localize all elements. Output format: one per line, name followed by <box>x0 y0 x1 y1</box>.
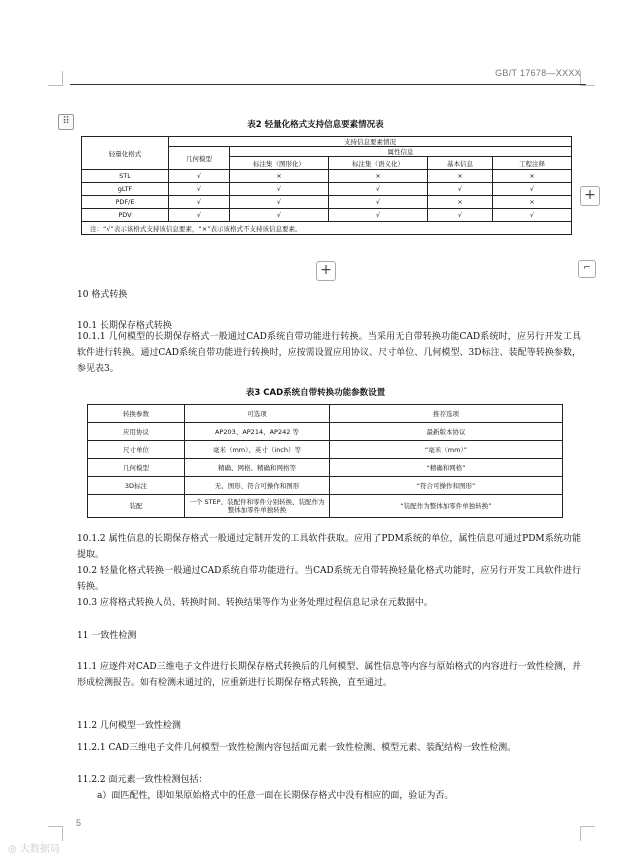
table2-subheader: 标注集（图形化） <box>230 157 329 170</box>
section11-title: 11 一致性检测 <box>77 631 137 641</box>
table2-cell: √ <box>169 209 230 222</box>
table2-header-support: 支持信息要素情况 <box>169 137 572 147</box>
table2-cell: √ <box>428 183 493 196</box>
table2-header-attr: 属性信息 <box>230 147 572 157</box>
para-11-2-1: 11.2.1 CAD三维电子文件几何模型一致性检测内容包括面元素一致性检测、模型元素、装配结构一致性检测。 <box>77 743 517 753</box>
section11-2-title: 11.2 几何模型一致性检测 <box>77 721 181 731</box>
table2-cell: × <box>230 170 329 183</box>
table3-cell: AP203、AP214、AP242 等 <box>185 423 330 441</box>
watermark: ◎ 大数据局 <box>8 844 60 855</box>
table2-cell: × <box>493 196 572 209</box>
table3-cell: 尺寸单位 <box>88 441 185 459</box>
table2-row-name: PDF/E <box>82 196 169 209</box>
table2-header-format: 轻量化格式 <box>82 137 169 170</box>
table2-row-name: gLTF <box>82 183 169 196</box>
table3-cell: 几何模型 <box>88 459 185 477</box>
table-drag-handle-icon[interactable]: ⠿ <box>58 114 74 130</box>
table3-cell: 应用协议 <box>88 423 185 441</box>
table2-cell: √ <box>329 183 428 196</box>
table3-cell: 3D标注 <box>88 477 185 495</box>
table2-cell: √ <box>230 196 329 209</box>
table3-cell: 精确、网格、精确和网格等 <box>185 459 330 477</box>
add-column-button[interactable]: + <box>580 186 600 206</box>
table2-cell: × <box>329 170 428 183</box>
table3-cell: 无、图形、符合可操作和图形 <box>185 477 330 495</box>
table-row <box>82 170 572 183</box>
para-11-1: 11.1 应逐件对CAD三维电子文件进行长期保存格式转换后的几何模型、属性信息等内容与原始格式的内容进行一致性检测，并形成检测报告。如有检测未通过的，应重新进行长期保存格式转换，直至通过。 <box>77 662 581 688</box>
table3-cell: “装配作为整体加零件单独转换” <box>330 495 563 518</box>
table2-cell: × <box>493 170 572 183</box>
table-row <box>82 196 572 209</box>
table3-cell: “精确和网格” <box>330 459 563 477</box>
header-rule <box>70 84 586 85</box>
table2-subheader: 工程注释 <box>493 157 572 170</box>
table3-caption: 表3 CAD系统自带转换功能参数设置 <box>245 388 386 398</box>
table2-row-name: STL <box>82 170 169 183</box>
table3-cell: 最新版本协议 <box>330 423 563 441</box>
table-resize-icon[interactable]: ⌐ <box>578 260 596 278</box>
table-row <box>88 459 563 477</box>
para-11-2-2: 11.2.2 面元素一致性检测包括： <box>77 775 208 785</box>
table2-cell: √ <box>230 183 329 196</box>
table-row <box>88 423 563 441</box>
table2-cell: √ <box>329 196 428 209</box>
table3-cell: 装配 <box>88 495 185 518</box>
table2-cell: √ <box>230 209 329 222</box>
crop-mark-bottom-left <box>48 826 63 841</box>
table2-caption: 表2 轻量化格式支持信息要素情况表 <box>247 120 384 130</box>
table-row <box>88 441 563 459</box>
table3-header: 推荐选项 <box>330 405 563 423</box>
add-row-button[interactable]: + <box>316 261 336 281</box>
section10-1-title: 10.1 长期保存格式转换 <box>77 321 172 331</box>
table2-cell: √ <box>169 196 230 209</box>
table2-cell: √ <box>428 209 493 222</box>
table2-cell: √ <box>493 183 572 196</box>
table2 <box>81 136 572 235</box>
table2-cell: √ <box>169 170 230 183</box>
table3-cell: “符合可操作和图形” <box>330 477 563 495</box>
table-row <box>88 495 563 518</box>
table-row <box>82 183 572 196</box>
table-row <box>88 477 563 495</box>
table3-header: 转换参数 <box>88 405 185 423</box>
para-10-1-2: 10.1.2 属性信息的长期保存格式一般通过定制开发的工具软件获取。应用了PDM系统的单位，属性信息可通过PDM系统功能提取。 <box>77 534 581 560</box>
crop-mark-bottom-right <box>580 826 595 841</box>
table3-cell: 毫米（mm）、英寸（inch）等 <box>185 441 330 459</box>
table2-header-geometry: 几何模型 <box>169 147 230 170</box>
table2-subheader: 标注集（语义化） <box>329 157 428 170</box>
section10-title: 10 格式转换 <box>77 290 128 300</box>
table2-note: 注：“√”表示该格式支持该信息要素，“×”表示该格式不支持该信息要素。 <box>82 222 572 235</box>
table2-cell: √ <box>493 209 572 222</box>
para-10-3: 10.3 应将格式转换人员、转换时间、转换结果等作为业务处理过程信息记录在元数据中。 <box>77 598 433 608</box>
para-10-2: 10.2 轻量化格式转换一般通过CAD系统自带功能进行。当CAD系统无自带转换轻量化格式功能时，应另行开发工具软件进行转换。 <box>77 566 581 592</box>
table-row <box>82 209 572 222</box>
table2-cell: × <box>428 170 493 183</box>
table2-cell: √ <box>329 209 428 222</box>
list-item-a: a）面匹配性，即如果原始格式中的任意一面在长期保存格式中没有相应的面，验证为否。 <box>97 791 454 801</box>
standard-code: GB/T 17678—XXXX <box>495 68 581 78</box>
crop-mark-top-left <box>48 71 63 86</box>
page-number: 5 <box>76 818 82 828</box>
table2-row-name: PDV <box>82 209 169 222</box>
table3-cell: 一个 STEP、装配件和零件分别转换、装配作为整体加零件单独转换 <box>185 495 330 518</box>
para-10-1-1: 10.1.1 几何模型的长期保存格式一般通过CAD系统自带功能进行转换。当采用无自带转换功能CAD系统时，应另行开发工具软件进行转换。通过CAD系统自带功能进行转换时，应按需设置应用协议、尺寸单位、几何模型、3D标注、装配等转换参数，参见表3。 <box>77 332 581 374</box>
table3-header: 可选项 <box>185 405 330 423</box>
table2-subheader: 基本信息 <box>428 157 493 170</box>
table3-cell: “毫米（mm）” <box>330 441 563 459</box>
table2-cell: √ <box>169 183 230 196</box>
table2-cell: × <box>428 196 493 209</box>
table3 <box>87 404 563 518</box>
